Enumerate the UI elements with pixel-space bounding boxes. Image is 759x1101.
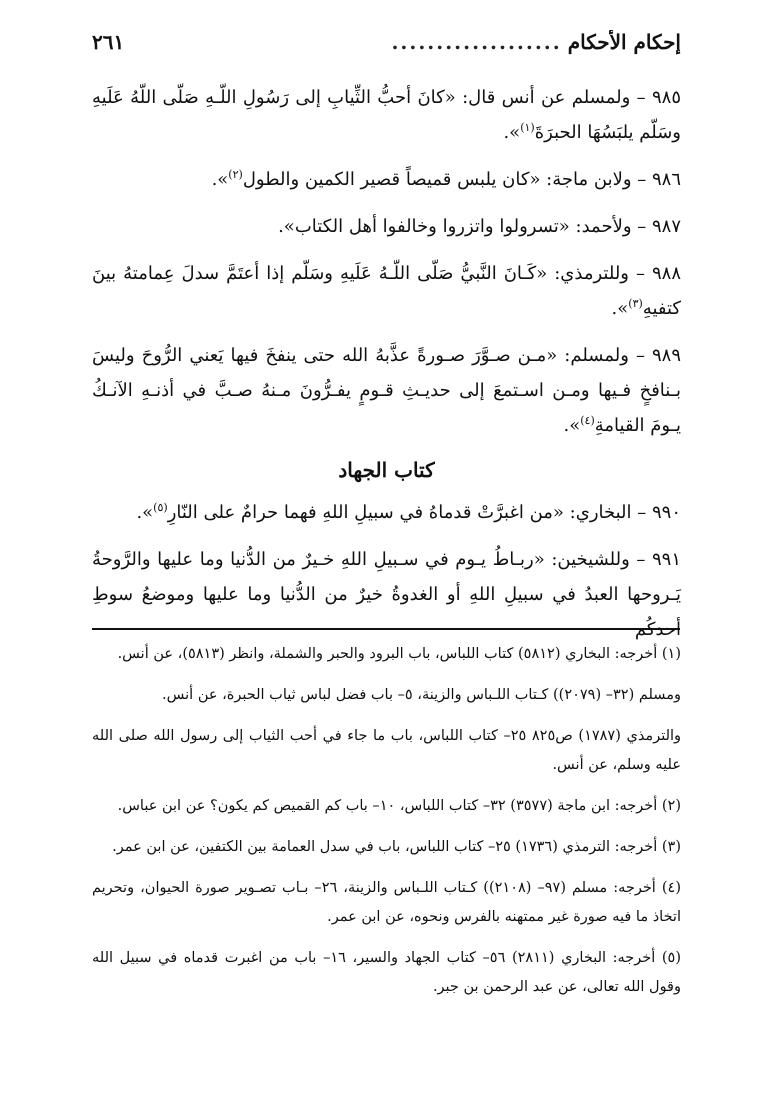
footnote-5: (٥) أخرجه: البخاري (٢٨١١) ٥٦– كتاب الجهاد والسير، ١٦– باب من اغبرت قدماه في سبيل الله وقول الله تعالى، عن عبد الرحمن بن جبر.	[92, 950, 681, 995]
hadith-989: ٩٨٩ – ولمسلم: «مـن صـوَّرَ صـورةً عذَّبهُ الله حتى ينفخَ فيها يَعني الرُّوحَ وليسَ بـنافخٍ فـيها ومـن اسـتمعَ إلى حديـثِ قـومٍ يفـرُّونَ مـنهُ صـبَّ في أذنـهِ الآنـكُ يـومَ القيامةِ$^{(٤)}$».	[92, 345, 681, 436]
page-number: ٢٦١	[92, 30, 125, 54]
footnote-2: (٢) أخرجه: ابن ماجة (٣٥٧٧) ٣٢– كتاب اللباس، ١٠– باب كم القميص كم يكون؟ عن ابن عباس.	[117, 798, 681, 814]
hadith-988: ٩٨٨ – وللترمذي: «كَـانَ النَّبيُّ صَلّى اللّـهُ عَلَيهِ وسَلّم إذا أعتَمَّ سدلَ عِمامتهُ بينَ كتفيهِ$^{(٣)}$».	[92, 263, 681, 319]
header-dots: ...................	[391, 30, 562, 54]
footnote-ref: (٤)	[580, 414, 595, 427]
hadith-991: ٩٩١ – وللشيخين: «ربـاطُ يـوم في سـبيلِ اللهِ خـيرٌ من الدُّنيا وما عليها والرَّوحةُ يَـروحها العبدُ في سبيلِ اللهِ أو الغدوةُ خيرٌ من الدُّنيا وما عليها وموضعُ سوطِ أحدكُم	[92, 549, 681, 640]
footnote-3: (٣) أخرجه: الترمذي (١٧٣٦) ٢٥– كتاب اللباس، باب في سدل العمامة بين الكتفين، عن ابن عمر.	[112, 839, 681, 855]
running-header	[92, 30, 681, 66]
footnote-ref: (٣)	[628, 297, 643, 310]
footnote-ref: (٥)	[153, 501, 168, 514]
footnote-ref: (٢)	[228, 168, 243, 181]
hadith-987: ٩٨٧ – ولأحمد: «تسرولوا واتزروا وخالفوا أهل الكتاب».	[278, 216, 681, 237]
footnote-divider	[92, 628, 680, 630]
footnote-ref: (١)	[520, 121, 535, 134]
hadith-990: ٩٩٠ – البخاري: «من اغبرَّتْ قدماهُ في سبيلِ اللهِ فهما حرامٌ على النّارِ$^{(٥)}$».	[136, 501, 681, 523]
main-text	[92, 80, 681, 647]
section-title: كتاب الجهاد	[338, 458, 435, 482]
footnote-1-tirmidhi: والترمذي (١٧٨٧) ص٨٢٥ ٢٥– كتاب اللباس، باب ما جاء في أحب الثياب إلى رسول الله صلى الله عليه وسلم، عن أنس.	[92, 728, 682, 773]
footnote-4: (٤) أخرجه: مسلم (٩٧– (٢١٠٨)) كـتاب اللـباس والزينة، ٢٦– بـاب تصـوير صورة الحيوان، وتحريم اتخاذ ما فيه صورة غير ممتهنه بالفرس ونحوه، عن ابن عمر.	[92, 880, 681, 925]
footnote-1-muslim: ومسلم (٣٢– (٢٠٧٩)) كـتاب اللـباس والزينة، ٥– باب فضل لباس ثياب الحبرة، عن أنس.	[162, 687, 681, 703]
hadith-985: ٩٨٥ – ولمسلم عن أنس قال: «كانَ أحبُّ الثِّيابِ إلى رَسُولِ اللّـهِ صَلّى اللّهُ عَلَيهِ وسَلّم يلبَسُهَا الحبرَةَ$^{(١)}$».	[92, 87, 681, 143]
book-title: إحكام الأحكام	[567, 30, 681, 54]
hadith-986: ٩٨٦ – ولابن ماجة: «كان يلبس قميصاً قصير الكمين والطول$^{(٢)}$».	[211, 168, 681, 190]
footnotes	[92, 640, 681, 1014]
footnote-1: (١) أخرجه: البخاري (٥٨١٢) كتاب اللباس، باب البرود والحبر والشملة، وانظر (٥٨١٣)، عن أنس.	[117, 646, 681, 662]
